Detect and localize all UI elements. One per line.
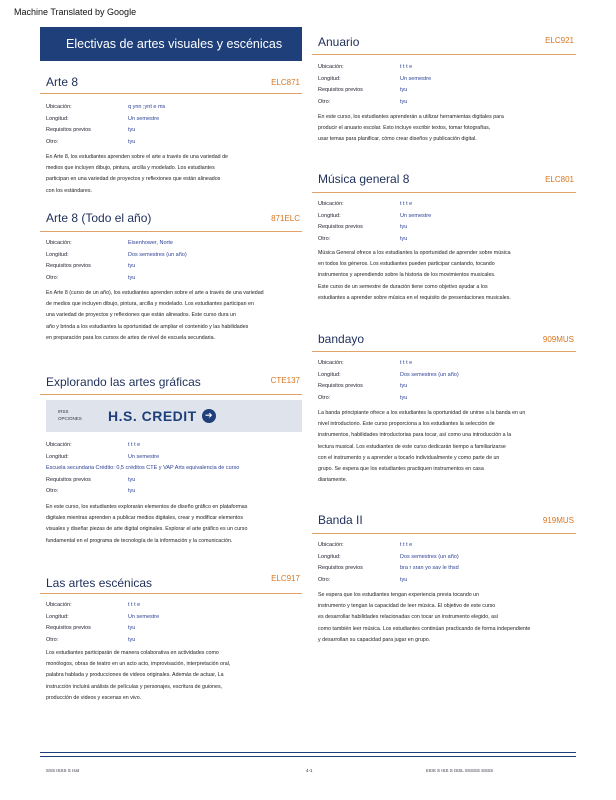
course-bandayo	[312, 326, 576, 496]
desc-line: En este curso, los estudiantes aprenderán a utilizar herramientas digitales para	[318, 114, 504, 120]
course-title: Las artes escénicas	[46, 576, 153, 590]
length-label: Longitud:	[46, 613, 69, 620]
prereq-value: tyu	[128, 625, 136, 631]
course-description	[318, 248, 511, 304]
hs-credit-banner	[46, 400, 302, 432]
other-label: Otro:	[46, 138, 59, 145]
course-title: bandayo	[318, 332, 365, 346]
course-code: 909MUS	[542, 335, 574, 344]
course-description	[318, 408, 525, 486]
divider	[40, 394, 302, 395]
course-code: ELC917	[271, 574, 300, 583]
location-value: t t t e	[400, 360, 413, 366]
desc-line: instrumentos y aprendiendo sobre la historia de los movimientos musicales.	[318, 272, 496, 279]
course-meta	[46, 238, 187, 284]
hs-credit-title: H.S. CREDIT	[108, 408, 197, 424]
course-title: Arte 8 (Todo el año)	[46, 211, 152, 225]
desc-line: En Arte 8, los estudiantes aprenden sobre el arte a través de una variedad de	[46, 154, 228, 160]
course-title: Banda II	[318, 513, 363, 527]
other-label: Otro:	[46, 488, 59, 494]
course-description	[46, 288, 264, 344]
length-value: Un semestre	[128, 115, 160, 122]
other-value: tyu	[400, 394, 408, 401]
course-code: CTE137	[270, 376, 300, 385]
desc-line: monólogos, obras de teatro en un acto acto, improvisación, interpretación oral,	[46, 661, 231, 668]
course-meta	[318, 62, 431, 108]
length-value: Un semestre	[128, 453, 160, 460]
banner-title: Electivas de artes visuales y escénicas	[66, 37, 283, 51]
desc-line: digitales mientras aprenden a publicar medios digitales, crear y modificar elementos	[46, 515, 243, 522]
desc-line: nivel introductorio. Este curso proporciona a los estudiantes la selección de	[318, 421, 495, 428]
length-label: Longitud:	[318, 75, 341, 82]
divider	[312, 54, 576, 55]
prereq-label: Requisitos previos	[46, 476, 91, 483]
length-value: Un semestre	[400, 75, 432, 82]
desc-line: instrucción incluirá análisis de películas y personajes, escritura de guiones,	[46, 683, 223, 690]
course-title: Música general 8	[318, 172, 410, 186]
length-value: Un semestre	[128, 613, 160, 620]
prereq-value: tyu	[128, 476, 136, 483]
divider	[40, 93, 302, 94]
credit-value: Escuela secundaria Crédito: 0,5 créditos CTE y VAP Arts equivalencia de curso	[46, 465, 240, 471]
location-label: Ubicación:	[46, 104, 72, 110]
desc-line: producir el anuario escolar. Esto incluye escribir textos, tomar fotografías,	[318, 125, 491, 132]
length-label: Longitud:	[46, 453, 69, 460]
course-meta	[46, 102, 165, 148]
desc-line: Música General ofrece a los estudiantes la oportunidad de aprender sobre música	[318, 250, 511, 256]
other-value: tyu	[400, 235, 408, 242]
desc-line: es desarrollar habilidades relacionadas con tocar un instrumento elegido, así	[318, 614, 499, 621]
desc-line: producción de videos y escenas en vivo.	[46, 694, 142, 701]
prereq-label: Requisitos previos	[46, 625, 91, 631]
location-label: Ubicación:	[46, 442, 72, 448]
course-code: ELC801	[545, 175, 574, 184]
desc-line: con el instrumento y a aprender a tocarlo individualmente y como parte de un	[318, 454, 500, 461]
other-value: tyu	[128, 636, 136, 643]
course-title: Arte 8	[46, 75, 79, 89]
location-value: t t t e	[400, 542, 413, 548]
prereq-value: tyu	[128, 127, 136, 133]
desc-line: lectura musical. Los estudiantes de este curso dedicarán tiempo a familiarizarse	[318, 443, 506, 450]
course-banda-ii	[312, 506, 576, 656]
machine-translated-label: Machine Translated by Google	[14, 7, 137, 17]
location-value: t t t e	[128, 602, 141, 608]
prereq-value: tyu	[128, 263, 136, 269]
location-label: Ubicación:	[318, 201, 344, 207]
desc-line: instrumentos, habilidades introductorias para tocar, así como una introducción a la	[318, 432, 512, 439]
course-musica-general-8	[312, 166, 576, 316]
prereq-label: Requisitos previos	[46, 263, 91, 269]
location-label: Ubicación:	[318, 360, 344, 366]
divider	[40, 593, 302, 594]
course-arte8	[40, 68, 302, 198]
prereq-label: Requisitos previos	[318, 565, 363, 571]
desc-line: de medios que incluyen dibujo, pintura, arcilla y modelado. Los estudiantes participan en	[46, 301, 254, 308]
length-value: Dos semestres (un año)	[128, 251, 187, 258]
desc-line: Se espera que los estudiantes tengan experiencia previa tocando un	[318, 592, 480, 598]
desc-line: usar temas para planificar, cómo crear diseños y publicación digital.	[318, 136, 477, 143]
length-value: Dos semestres (un año)	[400, 553, 459, 560]
course-meta	[46, 600, 159, 646]
location-value: t t t e	[400, 64, 413, 70]
desc-line: palabra hablada y producciones de videos originales. Además de actuar, La	[46, 672, 224, 679]
course-artes-escenicas	[40, 568, 302, 718]
course-title: Anuario	[318, 35, 360, 49]
course-code: 919MUS	[542, 516, 574, 525]
other-value: tyu	[128, 274, 136, 281]
length-label: Longitud:	[318, 553, 341, 560]
other-label: Otro:	[318, 98, 331, 105]
location-label: Ubicación:	[46, 602, 72, 608]
course-code: 871ELC	[271, 214, 300, 223]
desc-line: en todos los géneros. Los estudiantes pueden participar cantando, tocando	[318, 261, 495, 268]
course-title: Explorando las artes gráficas	[46, 375, 201, 389]
other-label: Otro:	[46, 274, 59, 281]
desc-line: instrumento y tengan la capacidad de leer música. El objetivo de este curso	[318, 603, 496, 610]
desc-line: año y brinda a los estudiantes la oportunidad de ampliar el contenido y las habilidades	[46, 323, 249, 330]
location-value: q ynn ;ynt e ms	[128, 104, 166, 110]
length-label: Longitud:	[46, 251, 69, 258]
hs-small-line: OPCIONES	[58, 416, 82, 421]
location-value: Eisenhower, Norte	[128, 240, 173, 246]
desc-line: participan en una variedad de proyectos y reflexiones que están alineados	[46, 176, 221, 183]
prereq-label: Requisitos previos	[46, 127, 91, 133]
desc-line: diariamente.	[318, 477, 348, 484]
desc-line: visuales y diseñar piezas de arte digital originales. Explorar el arte gráfico es un curso	[46, 526, 248, 533]
page-number: 4-1	[306, 768, 313, 773]
other-label: Otro:	[318, 576, 331, 583]
location-label: Ubicación:	[318, 542, 344, 548]
other-label: Otro:	[318, 394, 331, 401]
course-meta	[46, 440, 239, 498]
location-label: Ubicación:	[46, 240, 72, 246]
course-description	[318, 590, 530, 646]
desc-line: como también leer música. Los estudiantes continúan practicando de forma independiente	[318, 625, 531, 632]
prereq-label: Requisitos previos	[318, 87, 363, 93]
other-value: tyu	[128, 488, 136, 494]
divider	[312, 351, 576, 352]
prereq-value: bra r sran yo sav le thsd	[400, 565, 459, 571]
desc-line: estudiantes a aprender sobre música en el requisito de presentaciones musicales.	[318, 294, 511, 301]
footer-right-text: IISIS S ISS S ISSL SSSSS SSSS	[426, 768, 494, 773]
footer-rule	[40, 756, 576, 757]
desc-line: en preparación para los cursos de artes de nivel de escuela secundaria.	[46, 334, 216, 341]
other-label: Otro:	[46, 636, 59, 643]
other-label: Otro:	[318, 235, 331, 242]
other-value: tyu	[400, 576, 408, 583]
course-meta	[318, 199, 431, 245]
desc-line: con los estándares.	[46, 187, 92, 194]
hs-credit-small-text	[58, 408, 82, 422]
section-banner	[40, 27, 302, 61]
desc-line: Los estudiantes participarán de manera colaborativa en actividades como	[46, 650, 219, 656]
desc-line: fundamental en el programa de tecnología de la información y la comunicación.	[46, 537, 233, 544]
prereq-label: Requisitos previos	[318, 224, 363, 230]
course-explorando-artes-graficas	[40, 366, 302, 556]
course-description	[46, 152, 228, 197]
course-description	[318, 112, 504, 146]
divider	[312, 533, 576, 534]
footer-rule	[40, 752, 576, 753]
desc-line: En este curso, los estudiantes explorarán elementos de diseño gráfico en plataformas	[46, 504, 248, 510]
length-value: Dos semestres (un año)	[400, 371, 459, 378]
location-label: Ubicación:	[318, 64, 344, 70]
desc-line: En Arte 8 (curso de un año), los estudiantes aprenden sobre el arte a través de una variedad	[46, 290, 264, 296]
location-value: t t t e	[128, 442, 141, 448]
course-arte8-todo-el-ano	[40, 204, 302, 354]
location-value: t t t e	[400, 201, 413, 207]
course-code: ELC871	[271, 78, 300, 87]
course-code: ELC921	[545, 36, 574, 45]
arrow-circle-icon: ➔	[202, 409, 216, 423]
prereq-value: tyu	[400, 383, 408, 389]
divider	[312, 192, 576, 193]
desc-line: La banda principiante ofrece a los estudiantes la oportunidad de unirse a la banda en un	[318, 410, 526, 416]
length-label: Longitud:	[318, 212, 341, 219]
hs-small-line: IRSS	[58, 409, 69, 414]
prereq-value: tyu	[400, 87, 408, 93]
desc-line: medios que incluyen dibujo, pintura, arcilla y modelado. Los estudiantes	[46, 165, 215, 172]
desc-line: Este curso de un semestre de duración tiene como objetivo ayudar a los	[318, 283, 488, 290]
course-meta	[318, 358, 459, 404]
course-description	[46, 648, 230, 704]
length-value: Un semestre	[400, 212, 432, 219]
course-meta	[318, 540, 459, 586]
other-value: tyu	[128, 138, 136, 145]
divider	[40, 231, 302, 232]
course-anuario	[312, 26, 576, 156]
prereq-value: tyu	[400, 224, 408, 230]
length-label: Longitud:	[46, 115, 69, 122]
footer-left-text: SSS ISSS S rsst	[46, 768, 80, 773]
other-value: tyu	[400, 98, 408, 105]
prereq-label: Requisitos previos	[318, 383, 363, 389]
desc-line: y desarrollan su capacidad para jugar en grupo.	[318, 636, 431, 643]
desc-line: una variedad de proyectos y reflexiones que están alineados. Este curso dura un	[46, 312, 236, 319]
course-description	[46, 502, 247, 547]
desc-line: grupo. Se espera que los estudiantes practiquen instrumentos en casa	[318, 466, 484, 473]
length-label: Longitud:	[318, 371, 341, 378]
